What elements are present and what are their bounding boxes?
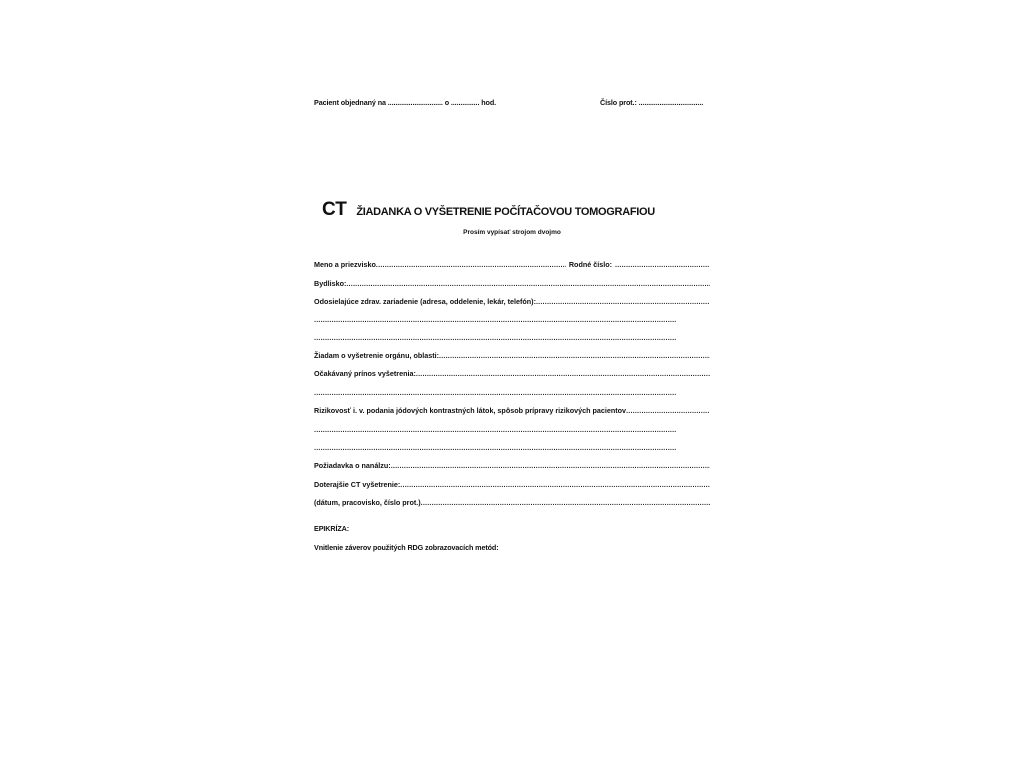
risk-dots xyxy=(626,406,710,415)
form-subtitle: Prosím vypísať strojom dvojmo xyxy=(463,229,561,236)
previous-ct-details-row xyxy=(314,498,710,507)
expected-benefit-label: Očakávaný prínos vyšetrenia: xyxy=(314,369,416,378)
dotted-line-4 xyxy=(314,425,676,434)
dotted-line-2 xyxy=(314,333,676,342)
residence-dots xyxy=(346,279,710,288)
risk-label: Rizikovosť i. v. podania jódových kontrastných látok, spôsob prípravy rizikových pacientov xyxy=(314,406,627,415)
referring-facility-dots xyxy=(536,297,710,306)
birth-number-label: Rodné číslo: xyxy=(568,260,612,269)
dotted-line xyxy=(314,443,676,452)
dotted-line xyxy=(314,315,676,324)
patient-ordered-line: Pacient objednaný na ............................. o ............... hod. xyxy=(314,98,497,107)
referring-facility-row xyxy=(314,297,710,306)
referring-facility-label: Odosielajúce zdrav. zariadenie (adresa, oddelenie, lekár, telefón): xyxy=(314,297,536,306)
dotted-line-3 xyxy=(314,388,676,397)
dotted-line xyxy=(314,388,676,397)
form-title xyxy=(322,199,655,221)
epicrisis-label: EPIKRÍZA: xyxy=(314,524,350,533)
name-row xyxy=(314,260,710,269)
birth-number-dots xyxy=(615,260,710,269)
previous-ct-label: Doterajšie CT vyšetrenie: xyxy=(314,480,401,489)
dotted-line xyxy=(314,333,676,342)
risk-row xyxy=(314,406,710,415)
previous-ct-details-label: (dátum, pracovisko, číslo prot.) xyxy=(314,498,421,507)
title-main: ŽIADANKA O VYŠETRENIE POČÍTAČOVOU TOMOGRAFIOU xyxy=(356,206,655,218)
finding-request-label: Požiadavka o nanálzu: xyxy=(314,461,391,470)
previous-ct-dots xyxy=(400,480,710,489)
finding-request-dots xyxy=(391,461,710,470)
previous-ct-details-dots xyxy=(421,498,710,507)
expected-benefit-dots xyxy=(416,369,710,378)
name-label: Meno a priezvisko xyxy=(314,260,376,269)
dotted-line-1 xyxy=(314,315,676,324)
rdg-conclusions-label: Vnitlenie záverov použitých RDG zobrazovacích metód: xyxy=(314,543,499,552)
previous-ct-row xyxy=(314,480,710,489)
dotted-line-5 xyxy=(314,443,676,452)
requested-exam-dots xyxy=(439,351,710,360)
title-ct: CT xyxy=(322,199,347,220)
requested-exam-row xyxy=(314,351,710,360)
residence-row xyxy=(314,279,710,288)
name-dots xyxy=(376,260,566,269)
finding-request-row xyxy=(314,461,710,470)
requested-exam-label: Žiadam o vyšetrenie orgánu, oblasti: xyxy=(314,351,440,360)
protocol-number-line: Číslo prot.: .................................. xyxy=(600,98,704,107)
expected-benefit-row xyxy=(314,369,710,378)
dotted-line xyxy=(314,425,676,434)
residence-label: Bydlisko: xyxy=(314,279,347,288)
